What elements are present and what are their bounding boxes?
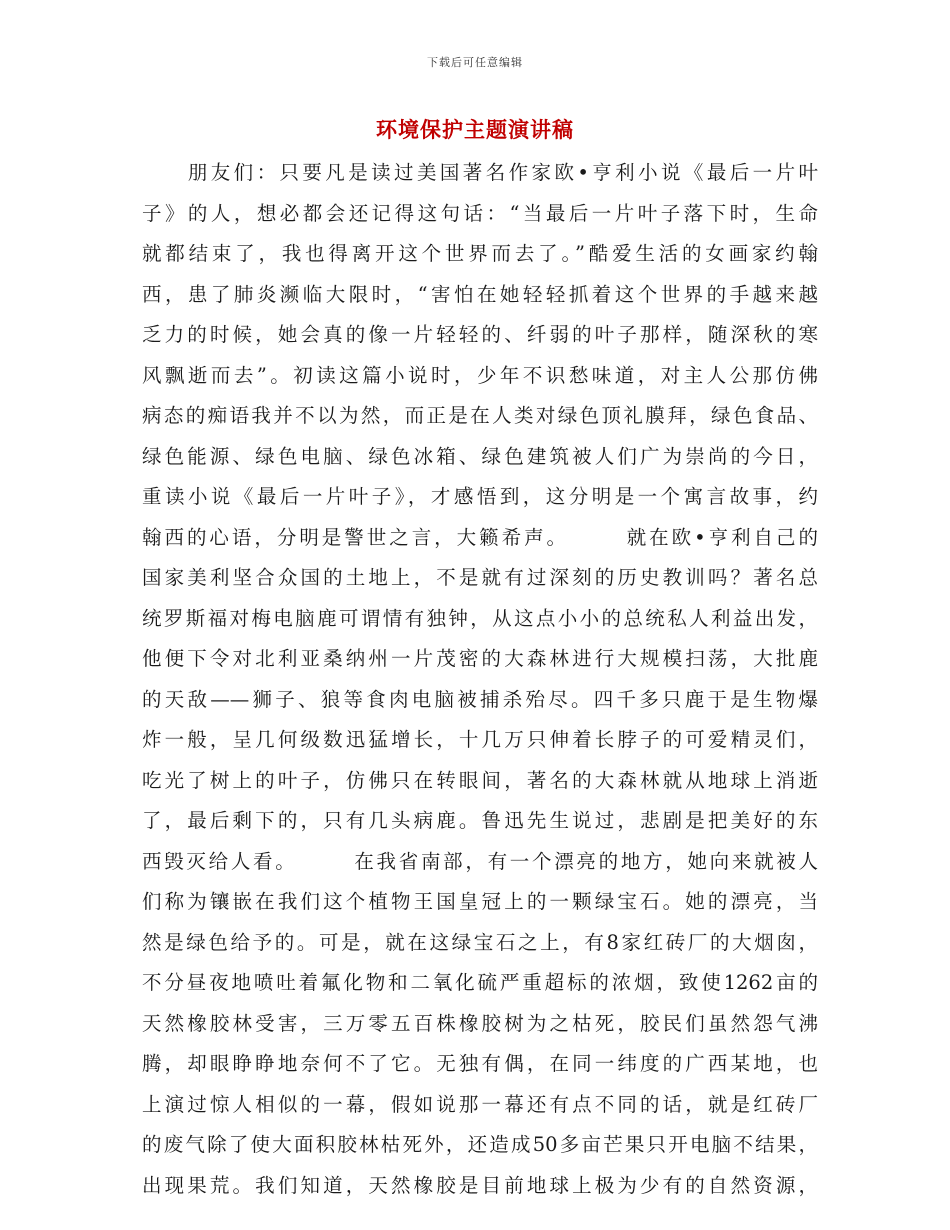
text-line: 风飘逝而去”。初读这篇小说时，少年不识愁味道，对主人公那仿佛: [142, 363, 818, 387]
text-line: 们称为镶嵌在我们这个植物王国皇冠上的一颗绿宝石。她的漂亮，当: [142, 890, 818, 913]
text-line: 的天敌——狮子、狼等食肉电脑被捕杀殆尽。四千多只鹿于是生物爆: [142, 687, 818, 711]
text-line: 不分昼夜地喷吐着氟化物和二氧化硫严重超标的浓烟，致使1262亩的: [142, 971, 818, 994]
text-line: 出现果荒。我们知道，天然橡胶是目前地球上极为少有的自然资源，: [142, 1173, 818, 1197]
text-line: 翰西的心语，分明是警世之言，大籁希声。 就在欧•亨利自己的: [142, 525, 818, 549]
text-line: 国家美利坚合众国的土地上，不是就有过深刻的历史教训吗？著名总: [142, 566, 818, 589]
header-note: 下载后可任意编辑: [427, 56, 523, 69]
text-line: 子》的人，想必都会还记得这句话：“当最后一片叶子落下时，生命: [142, 201, 818, 225]
text-line: 他便下令对北利亚桑纳州一片茂密的大森林进行大规模扫荡，大批鹿: [142, 647, 818, 670]
text-line: 然是绿色给予的。可是，就在这绿宝石之上，有8家红砖厂的大烟囱，: [142, 930, 818, 954]
text-line: 天然橡胶林受害，三万零五百株橡胶树为之枯死，胶民们虽然怨气沸: [142, 1011, 818, 1035]
text-line: 就都结束了，我也得离开这个世界而去了。”酷爱生活的女画家约翰: [142, 242, 818, 265]
text-line: 上演过惊人相似的一幕，假如说那一幕还有点不同的话，就是红砖厂: [142, 1092, 818, 1116]
page-title: 环境保护主题演讲稿: [376, 117, 574, 142]
text-line: 病态的痴语我并不以为然，而正是在人类对绿色顶礼膜拜，绿色食品、: [142, 404, 818, 427]
text-line: 绿色能源、绿色电脑、绿色冰箱、绿色建筑被人们广为崇尚的今日，: [142, 444, 818, 468]
text-line: 了，最后剩下的，只有几头病鹿。鲁迅先生说过，悲剧是把美好的东: [142, 809, 818, 832]
text-line: 重读小说《最后一片叶子》，才感悟到，这分明是一个寓言故事，约: [142, 485, 818, 508]
body-text: [142, 153, 818, 1206]
text-line: 炸一般，呈几何级数迅猛增长，十几万只伸着长脖子的可爱精灵们，: [142, 728, 818, 751]
text-line: 腾，却眼睁睁地奈何不了它。无独有偶，在同一纬度的广西某地，也: [142, 1052, 818, 1075]
text-line: 的废气除了使大面积胶林枯死外，还造成50多亩芒果只开电脑不结果，: [142, 1133, 818, 1156]
text-line: 乏力的时候，她会真的像一片轻轻的、纤弱的叶子那样，随深秋的寒: [142, 323, 818, 346]
text-line: 统罗斯福对梅电脑鹿可谓情有独钟，从这点小小的总统私人利益出发，: [142, 606, 818, 630]
text-line: 西，患了肺炎濒临大限时，“害怕在她轻轻抓着这个世界的手越来越: [142, 282, 818, 306]
text-line: 吃光了树上的叶子，仿佛只在转眼间，著名的大森林就从地球上消逝: [142, 768, 818, 792]
text-line: 西毁灭给人看。 在我省南部，有一个漂亮的地方，她向来就被人: [142, 849, 818, 873]
text-line: 朋友们：只要凡是读过美国著名作家欧•亨利小说《最后一片叶: [142, 161, 818, 184]
